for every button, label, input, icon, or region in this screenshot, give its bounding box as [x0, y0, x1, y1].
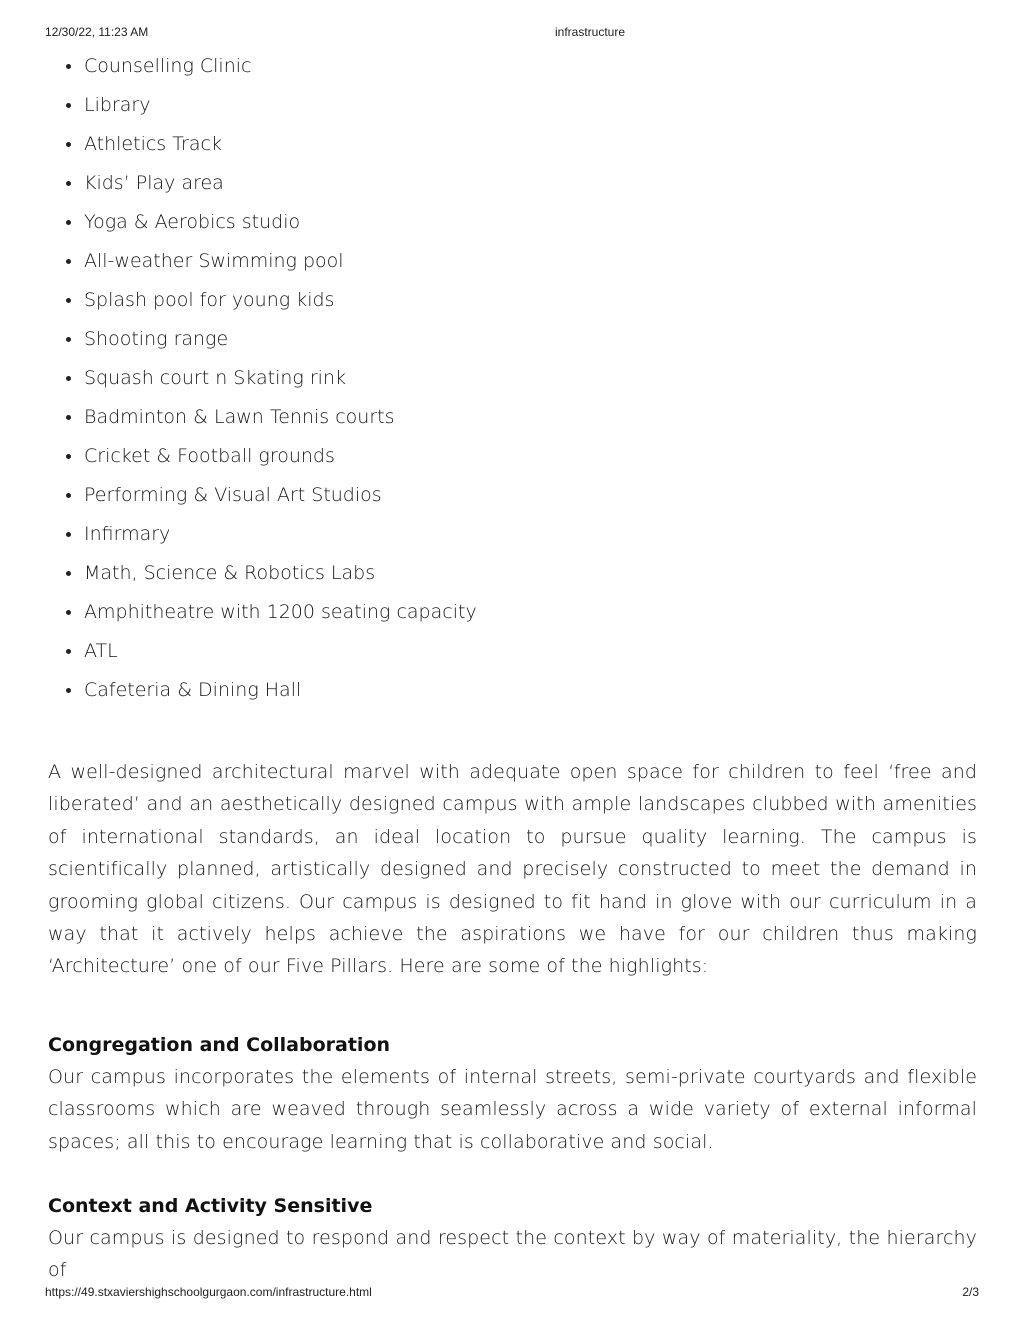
list-item: All-weather Swimming pool	[84, 245, 977, 284]
print-footer	[0, 1285, 1024, 1301]
section-heading: Congregation and Collaboration	[48, 1033, 391, 1056]
list-item: Splash pool for young kids	[84, 284, 977, 323]
print-header	[0, 25, 1024, 41]
section-text: Our campus incorporates the elements of internal streets, semi-private courtyards and flexible classrooms which are weaved through seamlessly across a wide variety of external informal spaces; all this to encourage learning that is collaborative and social.	[48, 1065, 977, 1153]
list-item: Performing & Visual Art Studios	[84, 479, 977, 518]
list-item: Badminton & Lawn Tennis courts	[84, 401, 977, 440]
page-number: 2/3	[962, 1285, 979, 1299]
section-text: Our campus is designed to respond and respect the context by way of materiality, the hierarchy of	[48, 1227, 977, 1282]
facilities-list	[48, 50, 977, 713]
section-context	[48, 1190, 977, 1287]
list-item: Library	[84, 89, 977, 128]
page-url: https://49.stxaviershighschoolgurgaon.com/infrastructure.html	[45, 1285, 372, 1299]
list-item: Cricket & Football grounds	[84, 440, 977, 479]
list-item: Cafeteria & Dining Hall	[84, 674, 977, 713]
list-item: Athletics Track	[84, 128, 977, 167]
section-congregation	[48, 1029, 977, 1158]
list-item: Amphitheatre with 1200 seating capacity	[84, 596, 977, 635]
list-item: Squash court n Skating rink	[84, 362, 977, 401]
list-item: Math, Science & Robotics Labs	[84, 557, 977, 596]
list-item: Yoga & Aerobics studio	[84, 206, 977, 245]
section-heading: Context and Activity Sensitive	[48, 1195, 373, 1218]
list-item: Kids’ Play area	[84, 167, 977, 206]
intro-paragraph: A well-designed architectural marvel with adequate open space for children to feel ‘free and liberated’ and an aesthetically designed campus with ample landscapes clubbed with amenities of international standards, an ideal location to pursue quality learning. The campus is scientifically planned, artistically designed and precisely constructed to meet the demand in grooming global citizens. Our campus is designed to fit hand in glove with our curriculum in a way that it actively helps achieve the aspirations we have for our children thus making ‘Architecture’ one of our Five Pillars. Here are some of the highlights:	[48, 761, 977, 978]
print-datetime: 12/30/22, 11:23 AM	[45, 25, 149, 39]
list-item: Shooting range	[84, 323, 977, 362]
list-item: Counselling Clinic	[84, 50, 977, 89]
list-item: Infirmary	[84, 518, 977, 557]
page-content	[48, 50, 977, 1287]
print-page-title: infrastructure	[555, 25, 626, 39]
list-item: ATL	[84, 635, 977, 674]
